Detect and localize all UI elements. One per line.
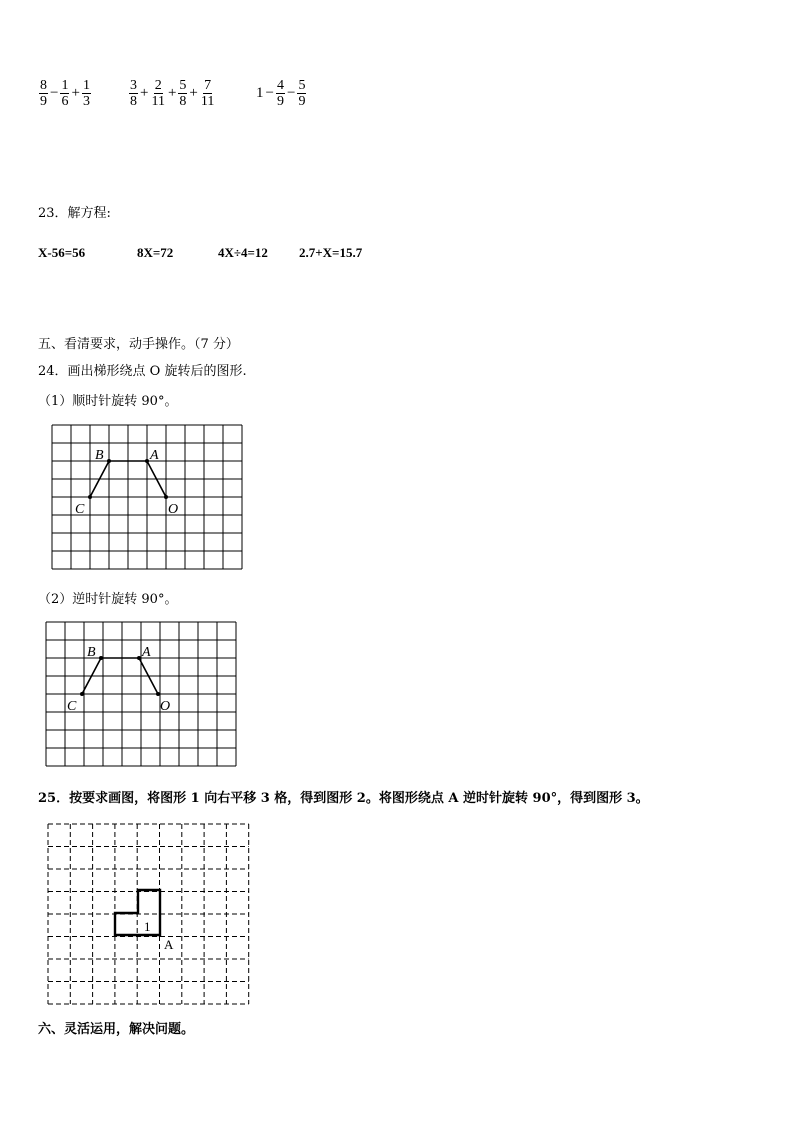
equation-4: 2.7+X=15.7 — [299, 245, 363, 260]
label-c: C — [67, 699, 77, 714]
q25-dashed-grid — [46, 822, 252, 1006]
fraction-problem-1 — [38, 78, 92, 109]
point-a — [145, 459, 149, 463]
point-c — [80, 692, 84, 696]
operator: + — [71, 85, 80, 101]
point-c — [88, 495, 92, 499]
q24-grid-1 — [48, 424, 248, 574]
equation-3: 4X÷4=12 — [218, 245, 268, 260]
numerator: 7 — [204, 78, 212, 93]
denominator: 9 — [276, 94, 284, 109]
q24-part2: （2）逆时针旋转 90°。 — [38, 592, 178, 607]
fraction — [39, 78, 48, 109]
point-a — [137, 656, 141, 660]
denominator: 9 — [40, 94, 47, 109]
point-o — [156, 692, 160, 696]
label-c: C — [75, 502, 85, 517]
numerator: 5 — [179, 78, 187, 93]
fraction — [276, 78, 285, 109]
numerator: 1 — [61, 78, 69, 93]
section5-title: 五、看清要求，动手操作。（7 分） — [38, 337, 239, 352]
point-b — [107, 459, 111, 463]
grid-lines — [46, 622, 236, 766]
figure-1-label: 1 — [144, 919, 151, 934]
operator: + — [167, 85, 177, 101]
numerator: 5 — [298, 78, 306, 93]
fraction — [297, 78, 306, 109]
dashed-grid-lines — [48, 824, 249, 1004]
point-a-label: A — [164, 937, 174, 952]
section6-title: 六、灵活运用，解决问题。 — [38, 1022, 195, 1037]
denominator: 3 — [82, 94, 90, 109]
operator: + — [140, 85, 149, 101]
operator: + — [189, 85, 198, 101]
fraction — [200, 78, 215, 109]
q24-title: 24．画出梯形绕点 O 旋转后的图形. — [38, 364, 247, 379]
fraction — [60, 78, 69, 109]
operator: − — [50, 85, 59, 101]
fraction — [178, 78, 187, 109]
grid-lines — [52, 425, 242, 569]
denominator: 6 — [61, 94, 69, 109]
numerator: 3 — [130, 78, 137, 93]
denominator: 8 — [130, 94, 137, 109]
numerator: 2 — [154, 78, 162, 93]
fraction — [129, 78, 138, 109]
q24-grid-2 — [42, 621, 242, 771]
fraction-problem-3 — [255, 78, 307, 109]
fraction — [150, 78, 165, 109]
label-o: O — [160, 699, 171, 714]
point-b — [99, 656, 103, 660]
operator: − — [265, 85, 274, 101]
label-o: O — [168, 502, 179, 517]
denominator: 8 — [179, 94, 187, 109]
label-b: B — [87, 645, 96, 660]
label-b: B — [95, 448, 104, 463]
equation-2: 8X=72 — [137, 245, 174, 260]
label-a: A — [142, 645, 151, 660]
label-a: A — [150, 448, 159, 463]
numerator: 1 — [82, 78, 90, 93]
operator: − — [286, 85, 296, 101]
denominator: 11 — [200, 94, 215, 109]
q23-title: 23．解方程: — [38, 206, 111, 221]
fraction-problem-2 — [128, 78, 216, 109]
denominator: 11 — [151, 94, 165, 109]
equation-1: X-56=56 — [38, 245, 86, 260]
q24-part1: （1）顺时针旋转 90°。 — [38, 394, 178, 409]
numerator: 8 — [40, 78, 47, 93]
numerator: 4 — [276, 78, 284, 93]
denominator: 9 — [298, 94, 306, 109]
point-o — [164, 495, 168, 499]
whole-number: 1 — [256, 85, 264, 101]
q25-title: 25．按要求画图，将图形 1 向右平移 3 格，得到图形 2。将图形绕点 A 逆时针旋转 90°，得到图形 3。 — [38, 791, 649, 806]
fraction — [82, 78, 91, 109]
